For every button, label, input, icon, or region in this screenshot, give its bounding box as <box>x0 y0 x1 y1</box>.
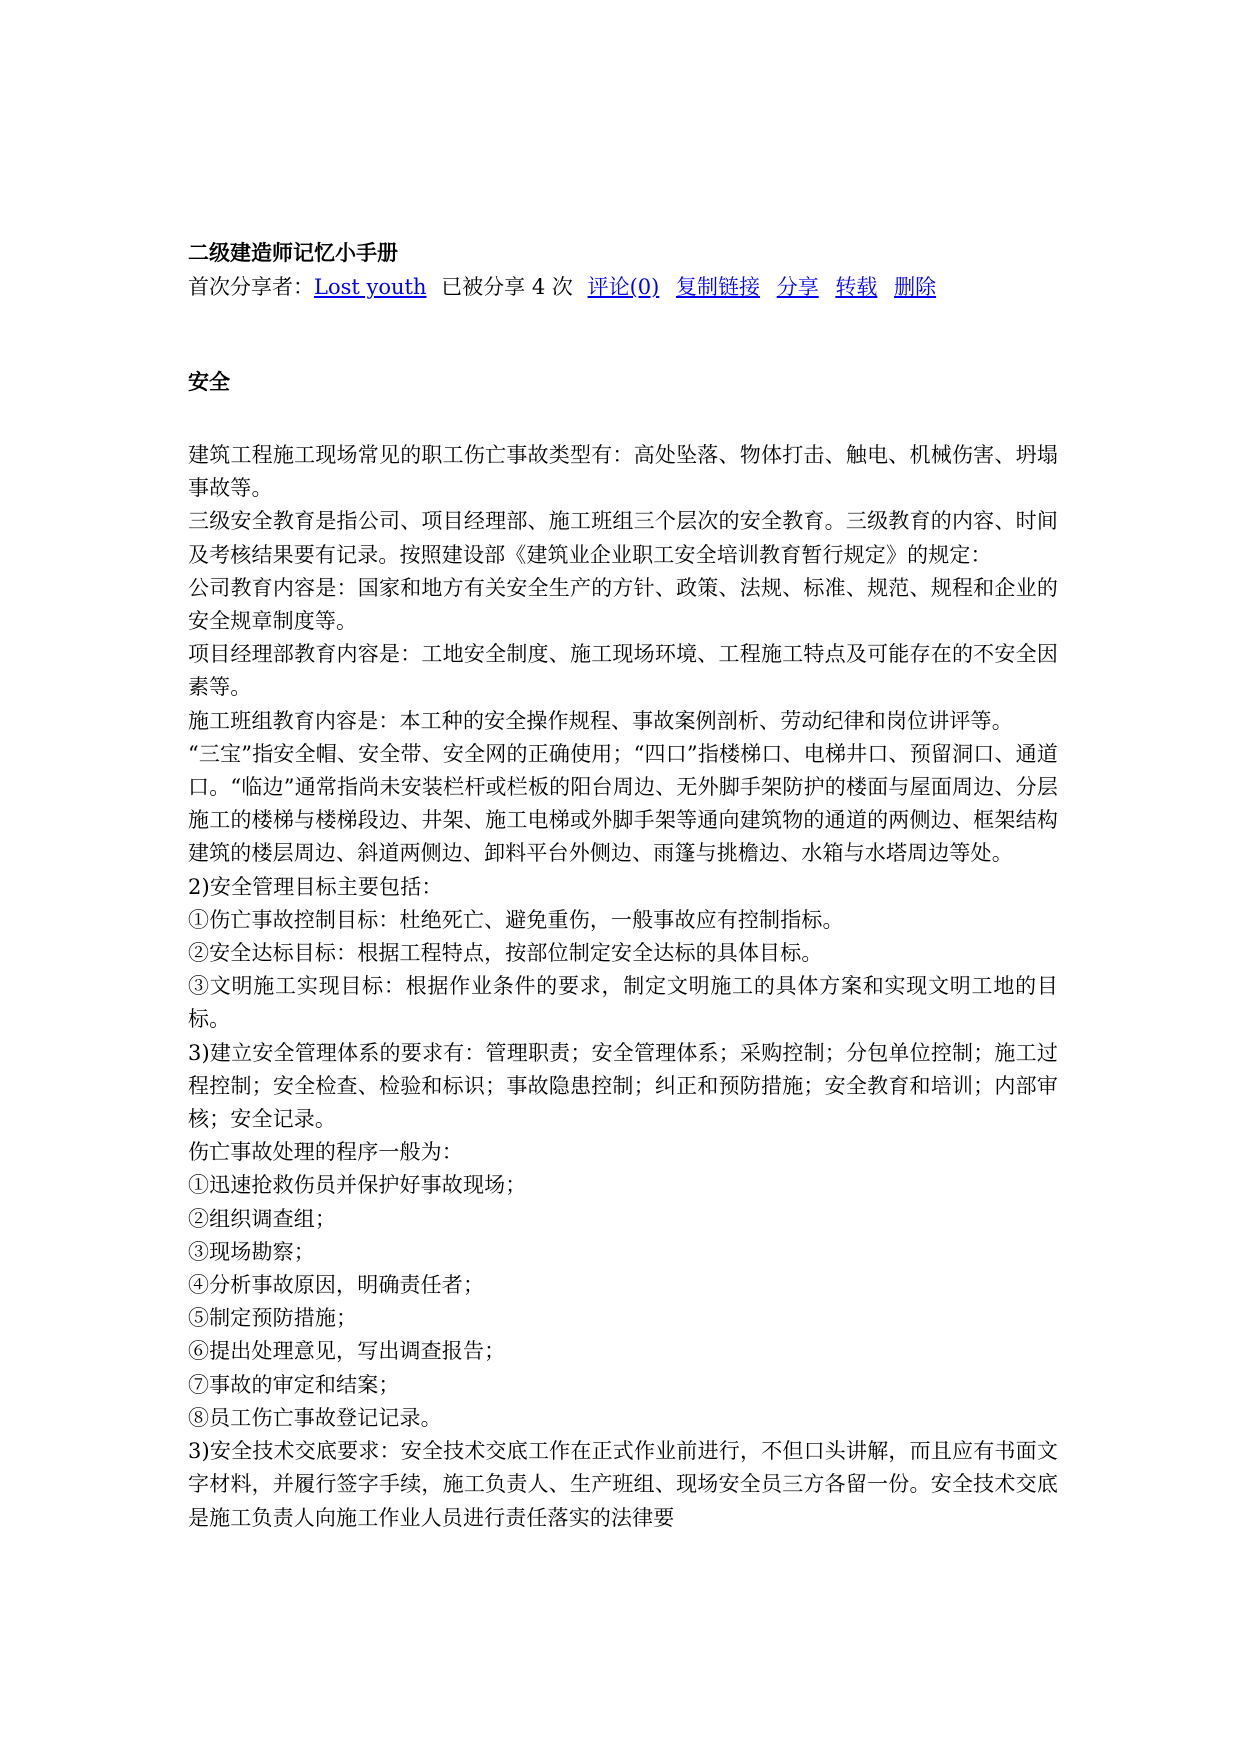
document-title: 二级建造师记忆小手册 <box>188 241 398 265</box>
paragraph: ⑤制定预防措施； <box>188 1306 358 1331</box>
copy-link[interactable]: 复制链接 <box>676 275 761 299</box>
share-count: 已被分享 4 次 <box>441 275 573 299</box>
delete-link[interactable]: 删除 <box>894 275 937 299</box>
paragraph: 三级安全教育是指公司、项目经理部、施工班组三个层次的安全教育。三级教育的内容、时间及考核结果要有记录。按照建设部《建筑业企业职工安全培训教育暂行规定》的规定： <box>188 509 1058 567</box>
paragraph: 建筑工程施工现场常见的职工伤亡事故类型有：高处坠落、物体打击、触电、机械伤害、坍塌事故等。 <box>188 443 1058 501</box>
paragraph: “三宝”指安全帽、安全带、安全网的正确使用；“四口”指楼梯口、电梯井口、预留洞口、通道口。“临边”通常指尚未安装栏杆或栏板的阳台周边、无外脚手架防护的楼面与屋面周边、分层施工的楼梯与楼梯段边、井架、施工电梯或外脚手架等通向建筑物的通道的两侧边、框架结构建筑的楼层周边、斜道两侧边、卸料平台外侧边、雨篷与挑檐边、水箱与水塔周边等处。 <box>188 741 1058 866</box>
share-info-bar <box>188 270 1058 304</box>
section-heading: 安全 <box>188 370 230 394</box>
paragraph: ①伤亡事故控制目标：杜绝死亡、避免重伤，一般事故应有控制指标。 <box>188 907 844 932</box>
paragraph: ③文明施工实现目标：根据作业条件的要求，制定文明施工的具体方案和实现文明工地的目标。 <box>188 974 1058 1032</box>
paragraph: ②组织调查组； <box>188 1206 337 1231</box>
paragraph: ③现场勘察； <box>188 1239 315 1264</box>
paragraph: 公司教育内容是：国家和地方有关安全生产的方针、政策、法规、标准、规范、规程和企业的安全规章制度等。 <box>188 575 1058 634</box>
paragraph: 2)安全管理目标主要包括： <box>188 874 443 899</box>
paragraph: 3)安全技术交底要求：安全技术交底工作在正式作业前进行，不但口头讲解，而且应有书面文字材料，并履行签字手续，施工负责人、生产班组、现场安全员三方各留一份。安全技术交底是施工负责人向施工作业人员进行责任落实的法律要 <box>188 1439 1058 1530</box>
paragraph: 伤亡事故处理的程序一般为： <box>188 1140 463 1165</box>
share-link[interactable]: 分享 <box>776 275 819 299</box>
paragraph: 3)建立安全管理体系的要求有：管理职责；安全管理体系；采购控制；分包单位控制；施工过程控制；安全检查、检验和标识；事故隐患控制；纠正和预防措施；安全教育和培训；内部审核；安全记录。 <box>188 1040 1058 1132</box>
paragraph: ⑧员工伤亡事故登记记录。 <box>188 1405 442 1430</box>
first-sharer-label: 首次分享者： <box>188 275 314 299</box>
repost-link[interactable]: 转载 <box>835 275 878 299</box>
paragraph: ②安全达标目标：根据工程特点，按部位制定安全达标的具体目标。 <box>188 941 823 966</box>
comment-link[interactable]: 评论(0) <box>587 275 660 299</box>
paragraph: 施工班组教育内容是：本工种的安全操作规程、事故案例剖析、劳动纪律和岗位讲评等。 <box>188 708 1013 733</box>
document-body <box>188 439 1058 1535</box>
first-sharer-link[interactable]: Lost youth <box>314 275 427 299</box>
paragraph: ①迅速抢救伤员并保护好事故现场； <box>188 1173 527 1198</box>
document-page <box>188 236 1058 1535</box>
paragraph: ⑦事故的审定和结案； <box>188 1372 400 1397</box>
paragraph: ④分析事故原因，明确责任者； <box>188 1273 485 1298</box>
paragraph: ⑥提出处理意见，写出调查报告； <box>188 1339 506 1364</box>
paragraph: 项目经理部教育内容是：工地安全制度、施工现场环境、工程施工特点及可能存在的不安全因素等。 <box>188 642 1058 700</box>
